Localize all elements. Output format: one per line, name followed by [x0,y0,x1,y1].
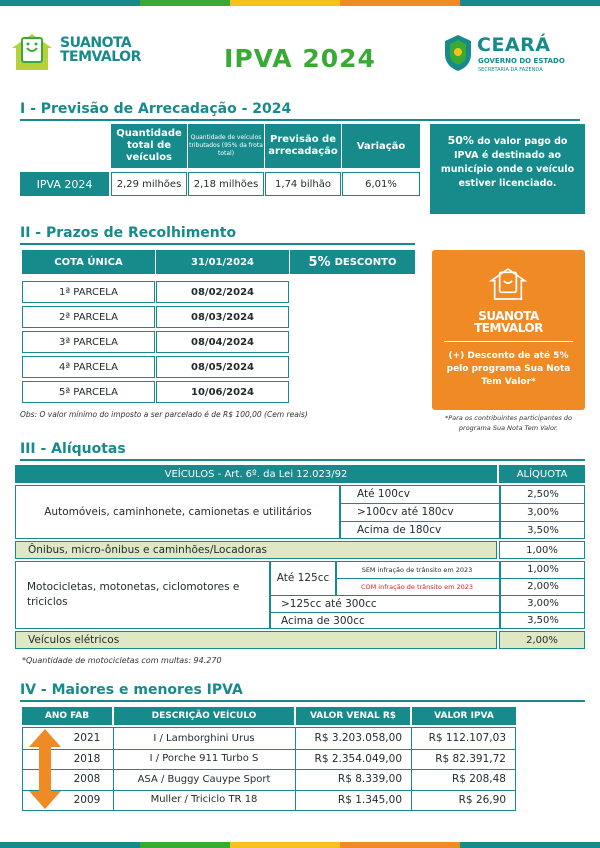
section3-title: III - Alíquotas [20,441,126,457]
ipva-ano: 2008 [73,773,101,785]
s1-header-variacao: Variação [342,124,420,168]
sua-nota-logo [8,28,148,78]
section1-title: I - Previsão de Arrecadação - 2024 [20,101,292,117]
s1-row-label: IPVA 2024 [20,172,109,196]
aliq-auto-rate: 3,50% [527,524,559,536]
aliq-moto-sem-rate: 1,00% [527,564,559,575]
parcela-label: 3ª PARCELA [22,331,155,353]
aliq-moto-rate: 3,50% [527,615,559,626]
parcela-label: 1ª PARCELA [22,281,155,303]
section4-title: IV - Maiores e menores IPVA [20,682,243,698]
s1-value-previsao: 1,74 bilhão [265,172,341,196]
aliq-auto-label: Automóveis, caminhonete, camionetas e utilitários [44,506,312,518]
parcela-date: 08/02/2024 [156,281,289,303]
ipva-ano: 2018 [73,752,101,765]
aliq-auto-rate: 3,00% [527,506,559,518]
promo-text: (+) Desconto de até 5% pelo programa Sua Nota Tem Valor* [446,351,571,387]
aliquotas-table [15,465,585,645]
aliq-eletricos-label: Veículos elétricos [15,631,497,649]
section3-divider [20,459,585,461]
aliq-auto-range: Acima de 180cv [357,524,442,536]
ipva-header-venal: VALOR VENAL R$ [296,707,410,725]
ipva-ano: 2021 [73,732,101,744]
aliq-moto-sem-infracao: SEM infração de trânsito em 2023 [361,565,473,574]
ipva-desc: Muller / Triciclo TR 18 [150,794,258,805]
aliq-moto-ate125: Até 125cc [276,572,330,584]
promo-box [432,250,585,410]
aliq-moto-range: Acima de 300cc [281,614,365,627]
parcela-date: 10/06/2024 [156,381,289,403]
ipva-desc: I / Porche 911 Turbo S [149,753,259,764]
aliq-footnote: *Quantidade de motocicletas com multas: 94.270 [22,656,222,665]
ipva-valor: R$ 208,48 [451,773,506,785]
section1-divider [20,119,580,121]
section4-divider [20,700,585,702]
ipva-valor: R$ 82.391,72 [435,752,506,765]
ipva-header-ipva: VALOR IPVA [412,707,516,725]
s1-header-qtd-total: Quantidade total de veículos [111,124,187,168]
cota-unica-label: COTA ÚNICA [22,250,155,274]
parcela-date: 08/03/2024 [156,306,289,328]
promo-note: *Para os contribuintes participantes do programa Sua Nota Tem Valor. [444,414,573,432]
aliq-moto-com-infracao: COM infração de trânsito em 2023 [360,582,474,591]
s1-note-box [430,124,585,214]
page-title: IPVA 2024 [224,44,376,73]
parcela-date: 08/04/2024 [156,331,289,353]
aliq-auto-rate: 2,50% [527,488,559,500]
parcela-label: 2ª PARCELA [22,306,155,328]
aliq-onibus-rate: 1,00% [499,541,585,559]
ipva-col-divider [113,727,114,811]
s1-note-percent: 50% [447,134,474,147]
ipva-col-divider [411,727,412,811]
aliq-onibus-label: Ônibus, micro-ônibus e caminhões/Locadoras [15,541,497,559]
receipt-house-icon [8,28,56,76]
aliq-moto-range: >125cc até 300cc [281,597,377,610]
s1-value-qtd-total: 2,29 milhões [111,172,187,196]
arrow-down-icon [28,767,62,811]
parcela-date: 08/05/2024 [156,356,289,378]
ipva-desc: ASA / Buggy Cauype Sport [137,773,271,785]
ipva-valor: R$ 26,90 [458,793,506,806]
logo-line1: SUANOTA [60,35,132,51]
state-subtitle-2: SECRETARIA DA FAZENDA [478,67,543,73]
promo-receipt-icon [488,264,528,304]
ipva-ano: 2009 [73,793,101,806]
ipva-header-ano: ANO FAB [22,707,112,725]
aliq-moto-label: Motocicletas, motonetas, ciclomotores e triciclos [27,581,240,608]
aliq-auto-range: >100cv até 180cv [357,506,454,518]
promo-logo-line2: TEMVALOR [474,321,543,335]
s1-header-qtd-tributados: Quantidade de veículos tributados (95% da frota total) [188,124,264,168]
aliq-moto-com-rate: 2,00% [527,581,559,592]
cota-discount-label: DESCONTO [334,256,397,268]
aliq-header-veiculos: VEÍCULOS - Art. 6º. da Lei 12.023/92 [15,465,497,483]
state-crest-icon [443,34,473,72]
s1-value-qtd-tributados: 2,18 milhões [188,172,264,196]
ipva-venal: R$ 3.203.058,00 [314,732,402,744]
s1-value-variacao: 6,01% [342,172,420,196]
parcelas-obs: Obs: O valor mínimo do imposto a ser parcelado é de R$ 100,00 (Cem reais) [20,410,308,419]
aliq-auto-range: Até 100cv [357,488,410,500]
section2-title: II - Prazos de Recolhimento [20,225,237,241]
parcela-label: 4ª PARCELA [22,356,155,378]
aliq-header-aliquota: ALÍQUOTA [499,465,585,483]
aliq-moto-rate: 3,00% [527,598,559,609]
cota-discount-pct: 5% [308,254,331,270]
state-name: CEARÁ [477,34,551,56]
bottom-color-stripe [0,842,600,848]
ipva-header-desc: DESCRIÇÃO VEÍCULO [114,707,294,725]
ipva-venal: R$ 2.354.049,00 [314,752,402,765]
aliq-eletricos-rate: 2,00% [499,631,585,649]
s1-note-text: do valor pago do IPVA é destinado ao município onde o veículo estiver licenciado. [440,136,575,189]
s1-header-previsao: Previsão de arrecadação [265,124,341,168]
ipva-table [22,707,585,815]
arrow-up-icon [28,727,62,771]
section2-divider [20,243,415,245]
ipva-venal: R$ 8.339,00 [337,773,402,785]
top-color-stripe [0,0,600,6]
ceara-logo [443,34,593,84]
logo-line2: TEMVALOR [60,49,141,65]
ipva-desc: I / Lamborghini Urus [153,732,255,744]
cota-discount [290,250,415,274]
ipva-valor: R$ 112.107,03 [428,732,506,744]
cota-unica-date: 31/01/2024 [156,250,289,274]
parcela-label: 5ª PARCELA [22,381,155,403]
ipva-venal: R$ 1.345,00 [337,793,402,806]
ipva-col-divider [295,727,296,811]
state-subtitle-1: GOVERNO DO ESTADO [478,57,565,65]
promo-logo-line1: SUANOTA [478,309,539,323]
